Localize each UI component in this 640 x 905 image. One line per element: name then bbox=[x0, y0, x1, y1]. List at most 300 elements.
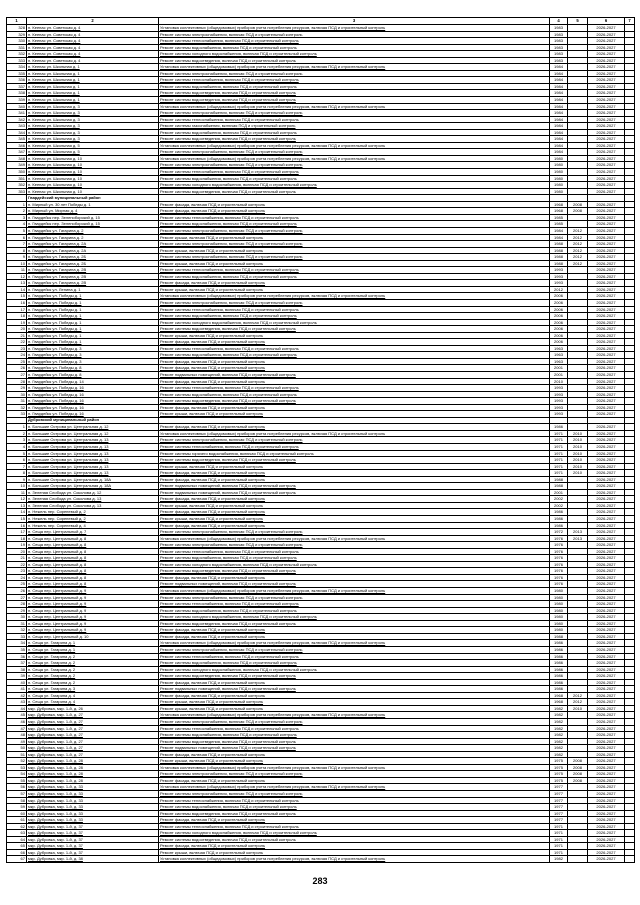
planned-period-cell: 2026-2027 bbox=[588, 522, 625, 529]
row-number: 27 bbox=[7, 594, 27, 601]
planned-period-cell: 2026-2027 bbox=[588, 90, 625, 97]
address-cell: п. Сеща пер. Центральный д. 9 bbox=[27, 588, 159, 595]
row-number: 22 bbox=[7, 339, 27, 346]
build-year-cell: 1976 bbox=[550, 542, 568, 549]
work-type-cell: Установка коллективных (общедомовых) приборов учета потребления ресурсов, включая ПСД и строительный контроль bbox=[159, 142, 550, 149]
last-repair-year-cell: 2010 bbox=[568, 437, 588, 444]
row-number: 20 bbox=[7, 548, 27, 555]
row-number: 26 bbox=[7, 365, 27, 372]
work-type-cell: Установка коллективных (общедомовых) приборов учета потребления ресурсов, включая ПСД и строительный контроль bbox=[159, 856, 550, 863]
row-number: 34 bbox=[7, 640, 27, 647]
build-year-cell: 1975 bbox=[550, 777, 568, 784]
work-type-cell: Ремонт системы теплоснабжения, включая ПСД и строительный контроль bbox=[159, 38, 550, 45]
row-number: 337 bbox=[7, 83, 27, 90]
work-type-cell: Ремонт системы электроснабжения, включая ПСД и строительный контроль bbox=[159, 529, 550, 536]
build-year-cell: 2001 bbox=[550, 365, 568, 372]
work-type-cell: Ремонт системы водоснабжения, включая ПСД и строительный контроль bbox=[159, 221, 550, 228]
address-cell: п. Зеленая Слобода ул. Соколова д. 12 bbox=[27, 489, 159, 496]
planned-period-cell: 2026-2027 bbox=[588, 97, 625, 104]
last-repair-year-cell: 2008 bbox=[568, 764, 588, 771]
planned-period-cell: 2026-2027 bbox=[588, 182, 625, 189]
row-number: 329 bbox=[7, 31, 27, 38]
last-repair-year-cell: 2008 bbox=[568, 208, 588, 215]
build-year-cell: 1980 bbox=[550, 620, 568, 627]
row-number: 339 bbox=[7, 97, 27, 104]
build-year-cell: 1982 bbox=[550, 712, 568, 719]
address-cell: мкр. Дубровка, мкр. 1-й, д. 33 bbox=[27, 797, 159, 804]
address-cell: мкр. Дубровка, мкр. 1-й, д. 27 bbox=[27, 732, 159, 739]
address-cell: п. Сеща пер. Центральный д. 8 bbox=[27, 574, 159, 581]
build-year-cell: 2002 bbox=[550, 502, 568, 509]
planned-period-cell: 2026-2027 bbox=[588, 712, 625, 719]
planned-period-cell: 2026-2027 bbox=[588, 247, 625, 254]
address-cell: п. Гвардейск ул. Победы д. 16 bbox=[27, 385, 159, 392]
work-type-cell: Ремонт крыши, включая ПСД и строительный контроль bbox=[159, 234, 550, 241]
build-year-cell: 1986 bbox=[550, 424, 568, 431]
row-number: 345 bbox=[7, 136, 27, 143]
work-type-cell: Установка коллективных (общедомовых) приборов учета потребления ресурсов, включая ПСД и строительный контроль bbox=[159, 712, 550, 719]
last-repair-year-cell: 2012 bbox=[568, 699, 588, 706]
row-number: 5 bbox=[7, 227, 27, 234]
address-cell: п. Кеенас ул. Школьная д. 3 bbox=[27, 123, 159, 130]
build-year-cell: 2006 bbox=[550, 332, 568, 339]
build-year-cell: 1986 bbox=[550, 653, 568, 660]
row-number: 35 bbox=[7, 646, 27, 653]
planned-period-cell: 2026-2027 bbox=[588, 260, 625, 267]
address-cell: п. Сеща пер. Центральный д. 8 bbox=[27, 535, 159, 542]
address-cell: п. Гвардейск ул. Гагарина д. 2Б bbox=[27, 260, 159, 267]
address-cell: п. Большие Острова ул. Центральная д. 18А bbox=[27, 483, 159, 490]
work-type-cell: Ремонт системы холодного водоснабжения, включая ПСД и строительный контроль bbox=[159, 830, 550, 837]
work-type-cell: Ремонт фасада, включая ПСД и строительный контроль bbox=[159, 404, 550, 411]
build-year-cell: 1986 bbox=[550, 522, 568, 529]
work-type-cell: Ремонт системы теплоснабжения, включая ПСД и строительный контроль bbox=[159, 214, 550, 221]
row-number: 55 bbox=[7, 777, 27, 784]
row-number: 39 bbox=[7, 673, 27, 680]
build-year-cell: 1993 bbox=[550, 398, 568, 405]
build-year-cell: 1988 bbox=[550, 254, 568, 261]
build-year-cell: 1984 bbox=[550, 227, 568, 234]
planned-period-cell: 2026-2027 bbox=[588, 764, 625, 771]
work-type-cell: Ремонт системы теплоснабжения, включая ПСД и строительный контроль bbox=[159, 345, 550, 352]
address-cell: п. Зеленая Слобода ул. Соколова д. 13 bbox=[27, 502, 159, 509]
address-cell: мкр. Дубровка, мкр. 1-й, д. 33 bbox=[27, 784, 159, 791]
work-type-cell: Ремонт системы водоснабжения, включая ПСД и строительный контроль bbox=[159, 607, 550, 614]
last-repair-year-cell: 2008 bbox=[568, 758, 588, 765]
build-year-cell: 1975 bbox=[550, 771, 568, 778]
build-year-cell: 1963 bbox=[550, 352, 568, 359]
address-cell: п. Сеща пер. Центральный д. 8 bbox=[27, 581, 159, 588]
last-repair-year-cell: 2012 bbox=[568, 254, 588, 261]
planned-period-cell: 2026-2027 bbox=[588, 627, 625, 634]
build-year-cell: 1980 bbox=[550, 601, 568, 608]
row-number: 6 bbox=[7, 457, 27, 464]
work-type-cell: Установка коллективных (общедомовых) приборов учета потребления ресурсов, включая ПСД и строительный контроль bbox=[159, 784, 550, 791]
address-cell: п. Гвардейск ул. Победы д. 3 bbox=[27, 352, 159, 359]
planned-period-cell: 2026-2027 bbox=[588, 286, 625, 293]
work-type-cell: Ремонт фасада, включая ПСД и строительный контроль bbox=[159, 843, 550, 850]
work-type-cell: Ремонт системы электроснабжения, включая ПСД и строительный контроль bbox=[159, 254, 550, 261]
row-number: 24 bbox=[7, 352, 27, 359]
build-year-cell: 1984 bbox=[550, 103, 568, 110]
header-col-3: 3 bbox=[159, 18, 550, 25]
work-type-cell: Ремонт системы водоснабжения, включая ПСД и строительный контроль bbox=[159, 732, 550, 739]
last-repair-year-cell: 2012 bbox=[568, 227, 588, 234]
planned-period-cell: 2026-2027 bbox=[588, 463, 625, 470]
address-cell: п. Гвардейск ул. Победы д. 1 bbox=[27, 319, 159, 326]
build-year-cell: 1988 bbox=[550, 633, 568, 640]
build-year-cell: 1983 bbox=[550, 44, 568, 51]
address-cell: п. Гвардейск ул. Гагарина д. 2В bbox=[27, 273, 159, 280]
work-type-cell: Ремонт системы теплоснабжения, включая ПСД и строительный контроль bbox=[159, 77, 550, 84]
address-cell: мкр. Дубровка, мкр. 1-й, д. 27 bbox=[27, 751, 159, 758]
planned-period-cell: 2026-2027 bbox=[588, 241, 625, 248]
row-number: 38 bbox=[7, 666, 27, 673]
row-number: 328 bbox=[7, 25, 27, 32]
planned-period-cell: 2026-2027 bbox=[588, 136, 625, 143]
work-type-cell: Ремонт системы электроснабжения, включая ПСД и строительный контроль bbox=[159, 542, 550, 549]
planned-period-cell: 2026-2027 bbox=[588, 306, 625, 313]
header-col-5: 5 bbox=[568, 18, 588, 25]
address-cell: п. Кеенас ул. Школьная д. 10 bbox=[27, 182, 159, 189]
address-cell: п. Гвардейск ул. Ленина д. 1 bbox=[27, 286, 159, 293]
build-year-cell: 1971 bbox=[550, 849, 568, 856]
planned-period-cell: 2026-2027 bbox=[588, 64, 625, 71]
address-cell: п. Кеенас ул. Школьная д. 3 bbox=[27, 129, 159, 136]
build-year-cell: 1984 bbox=[550, 83, 568, 90]
build-year-cell: 2001 bbox=[550, 371, 568, 378]
row-number: 351 bbox=[7, 175, 27, 182]
row-number: 18 bbox=[7, 535, 27, 542]
row-number: 42 bbox=[7, 692, 27, 699]
row-number: 45 bbox=[7, 712, 27, 719]
work-type-cell: Ремонт фасада, включая ПСД и строительный контроль bbox=[159, 509, 550, 516]
build-year-cell: 1968 bbox=[550, 692, 568, 699]
work-type-cell: Ремонт системы водоотведения, включая ПСД и строительный контроль bbox=[159, 136, 550, 143]
planned-period-cell: 2026-2027 bbox=[588, 686, 625, 693]
planned-period-cell: 2026-2027 bbox=[588, 489, 625, 496]
build-year-cell: 1984 bbox=[550, 142, 568, 149]
planned-period-cell: 2026-2027 bbox=[588, 221, 625, 228]
header-col-2: 2 bbox=[27, 18, 159, 25]
planned-period-cell: 2026-2027 bbox=[588, 299, 625, 306]
planned-period-cell: 2026-2027 bbox=[588, 234, 625, 241]
work-type-cell: Ремонт системы электроснабжения, включая ПСД и строительный контроль bbox=[159, 299, 550, 306]
address-cell: п. Гвардейск ул. Гагарина д. 2 bbox=[27, 234, 159, 241]
build-year-cell: 1982 bbox=[550, 705, 568, 712]
address-cell: п. Кеенас ул. Школьная д. 1 bbox=[27, 70, 159, 77]
address-cell: п. Гвардейск пер. Зеленоборский д. 15 bbox=[27, 221, 159, 228]
work-type-cell: Установка коллективных (общедомовых) приборов учета потребления ресурсов, включая ПСД и строительный контроль bbox=[159, 535, 550, 542]
build-year-cell: 1986 bbox=[550, 679, 568, 686]
address-cell: п. Гвардейск ул. Победы д. 1 bbox=[27, 306, 159, 313]
address-cell: п. Кеенас ул. Советская д. 4 bbox=[27, 57, 159, 64]
build-year-cell: 1986 bbox=[550, 666, 568, 673]
address-cell: п. Сеща ул. Гагарина д. 2 bbox=[27, 653, 159, 660]
build-year-cell: 1983 bbox=[550, 38, 568, 45]
work-type-cell: Ремонт фасада, включая ПСД и строительный контроль bbox=[159, 339, 550, 346]
work-type-cell: Установка коллективных (общедомовых) приборов учета потребления ресурсов, включая ПСД и строительный контроль bbox=[159, 155, 550, 162]
planned-period-cell: 2026-2027 bbox=[588, 51, 625, 58]
build-year-cell: 1963 bbox=[550, 345, 568, 352]
row-number: 12 bbox=[7, 496, 27, 503]
build-year-cell: 1988 bbox=[550, 483, 568, 490]
address-cell: п. Большие Острова ул. Центральная д. 13 bbox=[27, 437, 159, 444]
work-type-cell: Ремонт крыши, включая ПСД и строительный контроль bbox=[159, 699, 550, 706]
build-year-cell: 1982 bbox=[550, 718, 568, 725]
planned-period-cell: 2026-2027 bbox=[588, 660, 625, 667]
build-year-cell: 1977 bbox=[550, 797, 568, 804]
build-year-cell: 1984 bbox=[550, 64, 568, 71]
build-year-cell: 1976 bbox=[550, 548, 568, 555]
planned-period-cell: 2026-2027 bbox=[588, 516, 625, 523]
row-number: 31 bbox=[7, 620, 27, 627]
planned-period-cell: 2026-2027 bbox=[588, 430, 625, 437]
row-number: 13 bbox=[7, 280, 27, 287]
build-year-cell: 1975 bbox=[550, 764, 568, 771]
work-type-cell: Ремонт системы водоотведения, включая ПСД и строительный контроль bbox=[159, 398, 550, 405]
planned-period-cell: 2026-2027 bbox=[588, 155, 625, 162]
build-year-cell: 1980 bbox=[550, 607, 568, 614]
work-type-cell: Ремонт системы водоснабжения, включая ПСД и строительный контроль bbox=[159, 175, 550, 182]
build-year-cell: 1984 bbox=[550, 129, 568, 136]
planned-period-cell: 2026-2027 bbox=[588, 751, 625, 758]
build-year-cell: 1968 bbox=[550, 208, 568, 215]
planned-period-cell: 2026-2027 bbox=[588, 457, 625, 464]
work-type-cell: Ремонт фасада, включая ПСД и строительный контроль bbox=[159, 365, 550, 372]
work-type-cell: Ремонт системы электроснабжения, включая ПСД и строительный контроль bbox=[159, 646, 550, 653]
build-year-cell: 1986 bbox=[550, 673, 568, 680]
row-number: 12 bbox=[7, 273, 27, 280]
row-number: 15 bbox=[7, 516, 27, 523]
planned-period-cell: 2026-2027 bbox=[588, 77, 625, 84]
row-number: 4 bbox=[7, 221, 27, 228]
planned-period-cell: 2026-2027 bbox=[588, 44, 625, 51]
planned-period-cell: 2026-2027 bbox=[588, 476, 625, 483]
work-type-cell: Ремонт системы водоотведения, включая ПСД и строительный контроль bbox=[159, 810, 550, 817]
planned-period-cell: 2026-2027 bbox=[588, 398, 625, 405]
address-cell: п. Кеенас ул. Советская д. 4 bbox=[27, 51, 159, 58]
row-number: 26 bbox=[7, 588, 27, 595]
work-type-cell: Ремонт подвальных помещений, включая ПСД и строительный контроль bbox=[159, 686, 550, 693]
work-type-cell: Ремонт фасада, включая ПСД и строительный контроль bbox=[159, 378, 550, 385]
work-type-cell: Ремонт системы водоотведения, включая ПСД и строительный контроль bbox=[159, 568, 550, 575]
build-year-cell: 2006 bbox=[550, 339, 568, 346]
work-type-cell: Ремонт подвальных помещений, включая ПСД и строительный контроль bbox=[159, 483, 550, 490]
work-type-cell: Ремонт системы теплоснабжения, включая ПСД и строительный контроль bbox=[159, 267, 550, 274]
planned-period-cell: 2026-2027 bbox=[588, 535, 625, 542]
address-cell: п. Большие Острова ул. Центральная д. 13 bbox=[27, 470, 159, 477]
address-cell: п. Сеща пер. Центральный д. 10 bbox=[27, 633, 159, 640]
row-number: 334 bbox=[7, 64, 27, 71]
row-number: 23 bbox=[7, 345, 27, 352]
build-year-cell: 1983 bbox=[550, 31, 568, 38]
build-year-cell: 1993 bbox=[550, 391, 568, 398]
address-cell: п. Гвардейск ул. Победы д. 3 bbox=[27, 345, 159, 352]
address-cell: п. Гвардейск ул. Победы д. 1 bbox=[27, 339, 159, 346]
row-number: 51 bbox=[7, 751, 27, 758]
planned-period-cell: 2026-2027 bbox=[588, 614, 625, 621]
build-year-cell: 1993 bbox=[550, 273, 568, 280]
header-col-1: 1 bbox=[7, 18, 27, 25]
address-cell: п. Большие Острова ул. Центральная д. 18А bbox=[27, 476, 159, 483]
build-year-cell: 1980 bbox=[550, 588, 568, 595]
address-cell: мкр. Дубровка, мкр. 1-й, д. 33 bbox=[27, 804, 159, 811]
address-cell: мкр. Дубровка, мкр. 1-й, д. 38 bbox=[27, 856, 159, 863]
build-year-cell: 1980 bbox=[550, 627, 568, 634]
address-cell: п. Зеленая Слобода ул. Соколова д. 13 bbox=[27, 496, 159, 503]
planned-period-cell: 2026-2027 bbox=[588, 110, 625, 117]
last-repair-year-cell: 2008 bbox=[568, 201, 588, 208]
row-number: 43 bbox=[7, 699, 27, 706]
build-year-cell: 1980 bbox=[550, 155, 568, 162]
row-number: 18 bbox=[7, 313, 27, 320]
row-number: 352 bbox=[7, 182, 27, 189]
planned-period-cell: 2026-2027 bbox=[588, 116, 625, 123]
address-cell: п. Кеенас ул. Школьная д. 10 bbox=[27, 169, 159, 176]
planned-period-cell: 2026-2027 bbox=[588, 836, 625, 843]
row-number: 332 bbox=[7, 51, 27, 58]
build-year-cell: 1983 bbox=[550, 51, 568, 58]
build-year-cell: 1972 bbox=[550, 529, 568, 536]
work-type-cell: Ремонт системы теплоснабжения, включая ПСД и строительный контроль bbox=[159, 823, 550, 830]
build-year-cell: 1975 bbox=[550, 758, 568, 765]
work-type-cell: Ремонт системы теплоснабжения, включая ПСД и строительный контроль bbox=[159, 548, 550, 555]
planned-period-cell: 2026-2027 bbox=[588, 345, 625, 352]
work-type-cell: Ремонт крыши, включая ПСД и строительный контроль bbox=[159, 758, 550, 765]
address-cell: п. Кеенас ул. Советская д. 4 bbox=[27, 31, 159, 38]
planned-period-cell: 2026-2027 bbox=[588, 843, 625, 850]
work-type-cell: Ремонт системы водоотведения, включая ПСД и строительный контроль bbox=[159, 738, 550, 745]
planned-period-cell: 2026-2027 bbox=[588, 254, 625, 261]
work-type-cell: Ремонт подвальных помещений, включая ПСД и строительный контроль bbox=[159, 745, 550, 752]
work-type-cell: Ремонт системы водоотведения, включая ПСД и строительный контроль bbox=[159, 673, 550, 680]
address-cell: мкр. Дубровка, мкр. 1-й, д. 28 bbox=[27, 758, 159, 765]
work-type-cell: Ремонт фасада, включая ПСД и строительный контроль bbox=[159, 777, 550, 784]
planned-period-cell: 2026-2027 bbox=[588, 149, 625, 156]
work-type-cell: Ремонт системы холодного водоснабжения, включая ПСД и строительный контроль bbox=[159, 614, 550, 621]
row-number: 7 bbox=[7, 241, 27, 248]
last-repair-year-cell: 2008 bbox=[568, 777, 588, 784]
address-cell: п. Гвардейск ул. Победы д. 1 bbox=[27, 293, 159, 300]
address-cell: п. Сеща пер. Центральный д. 8 bbox=[27, 555, 159, 562]
address-cell: п. Сеща пер. Центральный д. 8 bbox=[27, 568, 159, 575]
row-number: 21 bbox=[7, 332, 27, 339]
row-number: 28 bbox=[7, 378, 27, 385]
work-type-cell: Ремонт системы электроснабжения, включая ПСД и строительный контроль bbox=[159, 110, 550, 117]
build-year-cell: 1976 bbox=[550, 535, 568, 542]
build-year-cell: 1968 bbox=[550, 201, 568, 208]
address-cell: п. Сеща ул. Гагарина д. 1 bbox=[27, 646, 159, 653]
address-cell: п. Гвардейск ул. Гагарина д. 2Б bbox=[27, 254, 159, 261]
planned-period-cell: 2026-2027 bbox=[588, 738, 625, 745]
build-year-cell: 1993 bbox=[550, 411, 568, 418]
address-cell: п. Сеща пер. Центральный д. 9 bbox=[27, 620, 159, 627]
work-type-cell: Ремонт системы электроснабжения, включая ПСД и строительный контроль bbox=[159, 771, 550, 778]
build-year-cell: 1976 bbox=[550, 568, 568, 575]
planned-period-cell: 2026-2027 bbox=[588, 640, 625, 647]
build-year-cell: 1971 bbox=[550, 450, 568, 457]
work-type-cell: Установка коллективных (общедомовых) приборов учета потребления ресурсов, включая ПСД и строительный контроль bbox=[159, 588, 550, 595]
build-year-cell: 1993 bbox=[550, 404, 568, 411]
build-year-cell: 1971 bbox=[550, 823, 568, 830]
row-number: 14 bbox=[7, 286, 27, 293]
work-type-cell: Ремонт системы холодного водоснабжения, включая ПСД и строительный контроль bbox=[159, 561, 550, 568]
work-type-cell: Ремонт системы электроснабжения, включая ПСД и строительный контроль bbox=[159, 594, 550, 601]
row-number: 30 bbox=[7, 614, 27, 621]
work-type-cell: Ремонт фасада, включая ПСД и строительный контроль bbox=[159, 751, 550, 758]
row-number: 44 bbox=[7, 705, 27, 712]
build-year-cell: 2006 bbox=[550, 299, 568, 306]
address-cell: п. Кеенас ул. Школьная д. 1 bbox=[27, 90, 159, 97]
work-type-cell: Ремонт системы электроснабжения, включая ПСД и строительный контроль bbox=[159, 437, 550, 444]
planned-period-cell: 2026-2027 bbox=[588, 666, 625, 673]
address-cell: п. Гвардейск ул. Победы д. 1 bbox=[27, 299, 159, 306]
work-type-cell: Установка коллективных (общедомовых) приборов учета потребления ресурсов, включая ПСД и строительный контроль bbox=[159, 64, 550, 71]
address-cell: п. Большие Острова ул. Центральная д. 12 bbox=[27, 430, 159, 437]
planned-period-cell: 2026-2027 bbox=[588, 326, 625, 333]
planned-period-cell: 2026-2027 bbox=[588, 83, 625, 90]
address-cell: п. Сеща ул. Гагарина д. 4 bbox=[27, 692, 159, 699]
address-cell: п. Кеенас ул. Школьная д. 1 bbox=[27, 64, 159, 71]
address-cell: п. Гвардейск ул. Гагарина д. 2 bbox=[27, 227, 159, 234]
header-col-4: 4 bbox=[550, 18, 568, 25]
address-cell: мкр. Дубровка, мкр. 1-й, д. 28 bbox=[27, 771, 159, 778]
planned-period-cell: 2026-2027 bbox=[588, 548, 625, 555]
table-body bbox=[7, 25, 635, 863]
build-year-cell: 1982 bbox=[550, 738, 568, 745]
planned-period-cell: 2026-2027 bbox=[588, 280, 625, 287]
row-number: 29 bbox=[7, 385, 27, 392]
row-number: 32 bbox=[7, 404, 27, 411]
build-year-cell: 1988 bbox=[550, 476, 568, 483]
row-number: 16 bbox=[7, 522, 27, 529]
build-year-cell: 1986 bbox=[550, 509, 568, 516]
row-number: 3 bbox=[7, 214, 27, 221]
row-number: 19 bbox=[7, 319, 27, 326]
build-year-cell: 1985 bbox=[550, 214, 568, 221]
address-cell: мкр. Дубровка, мкр. 1-й, д. 27 bbox=[27, 712, 159, 719]
address-cell: п. Сеща пер. Центральный д. 8 bbox=[27, 561, 159, 568]
build-year-cell: 1984 bbox=[550, 110, 568, 117]
address-cell: мкр. Дубровка, мкр. 1-й, д. 28 bbox=[27, 777, 159, 784]
planned-period-cell: 2026-2027 bbox=[588, 679, 625, 686]
row-number: 14 bbox=[7, 509, 27, 516]
planned-period-cell: 2026-2027 bbox=[588, 208, 625, 215]
address-cell: п. Гвардейск ул. Победы д. 16 bbox=[27, 411, 159, 418]
address-cell: п. Гвардейск ул. Победы д. 16 bbox=[27, 398, 159, 405]
build-year-cell: 1982 bbox=[550, 725, 568, 732]
planned-period-cell: 2026-2027 bbox=[588, 745, 625, 752]
address-cell: п. Кеенас ул. Школьная д. 10 bbox=[27, 188, 159, 195]
planned-period-cell: 2026-2027 bbox=[588, 175, 625, 182]
address-cell: п. Гвардейск ул. Победы д. 14 bbox=[27, 378, 159, 385]
planned-period-cell: 2026-2027 bbox=[588, 169, 625, 176]
planned-period-cell: 2026-2027 bbox=[588, 319, 625, 326]
capital-repair-table bbox=[6, 17, 635, 863]
build-year-cell: 1983 bbox=[550, 57, 568, 64]
build-year-cell: 2006 bbox=[550, 306, 568, 313]
work-type-cell: Ремонт крыши, включая ПСД и строительный контроль bbox=[159, 332, 550, 339]
address-cell: мкр. Дубровка, мкр. 1-й, д. 37 bbox=[27, 843, 159, 850]
address-cell: п. Кеенас ул. Школьная д. 10 bbox=[27, 155, 159, 162]
address-cell: мкр. Дубровка, мкр. 1-й, д. 27 bbox=[27, 745, 159, 752]
work-type-cell: Ремонт системы электроснабжения, включая ПСД и строительный контроль bbox=[159, 70, 550, 77]
planned-period-cell: 2026-2027 bbox=[588, 705, 625, 712]
work-type-cell: Установка коллективных (общедомовых) приборов учета потребления ресурсов, включая ПСД и строительный контроль bbox=[159, 103, 550, 110]
row-number: 29 bbox=[7, 607, 27, 614]
work-type-cell: Установка коллективных (общедомовых) приборов учета потребления ресурсов, включая ПСД и строительный контроль bbox=[159, 764, 550, 771]
